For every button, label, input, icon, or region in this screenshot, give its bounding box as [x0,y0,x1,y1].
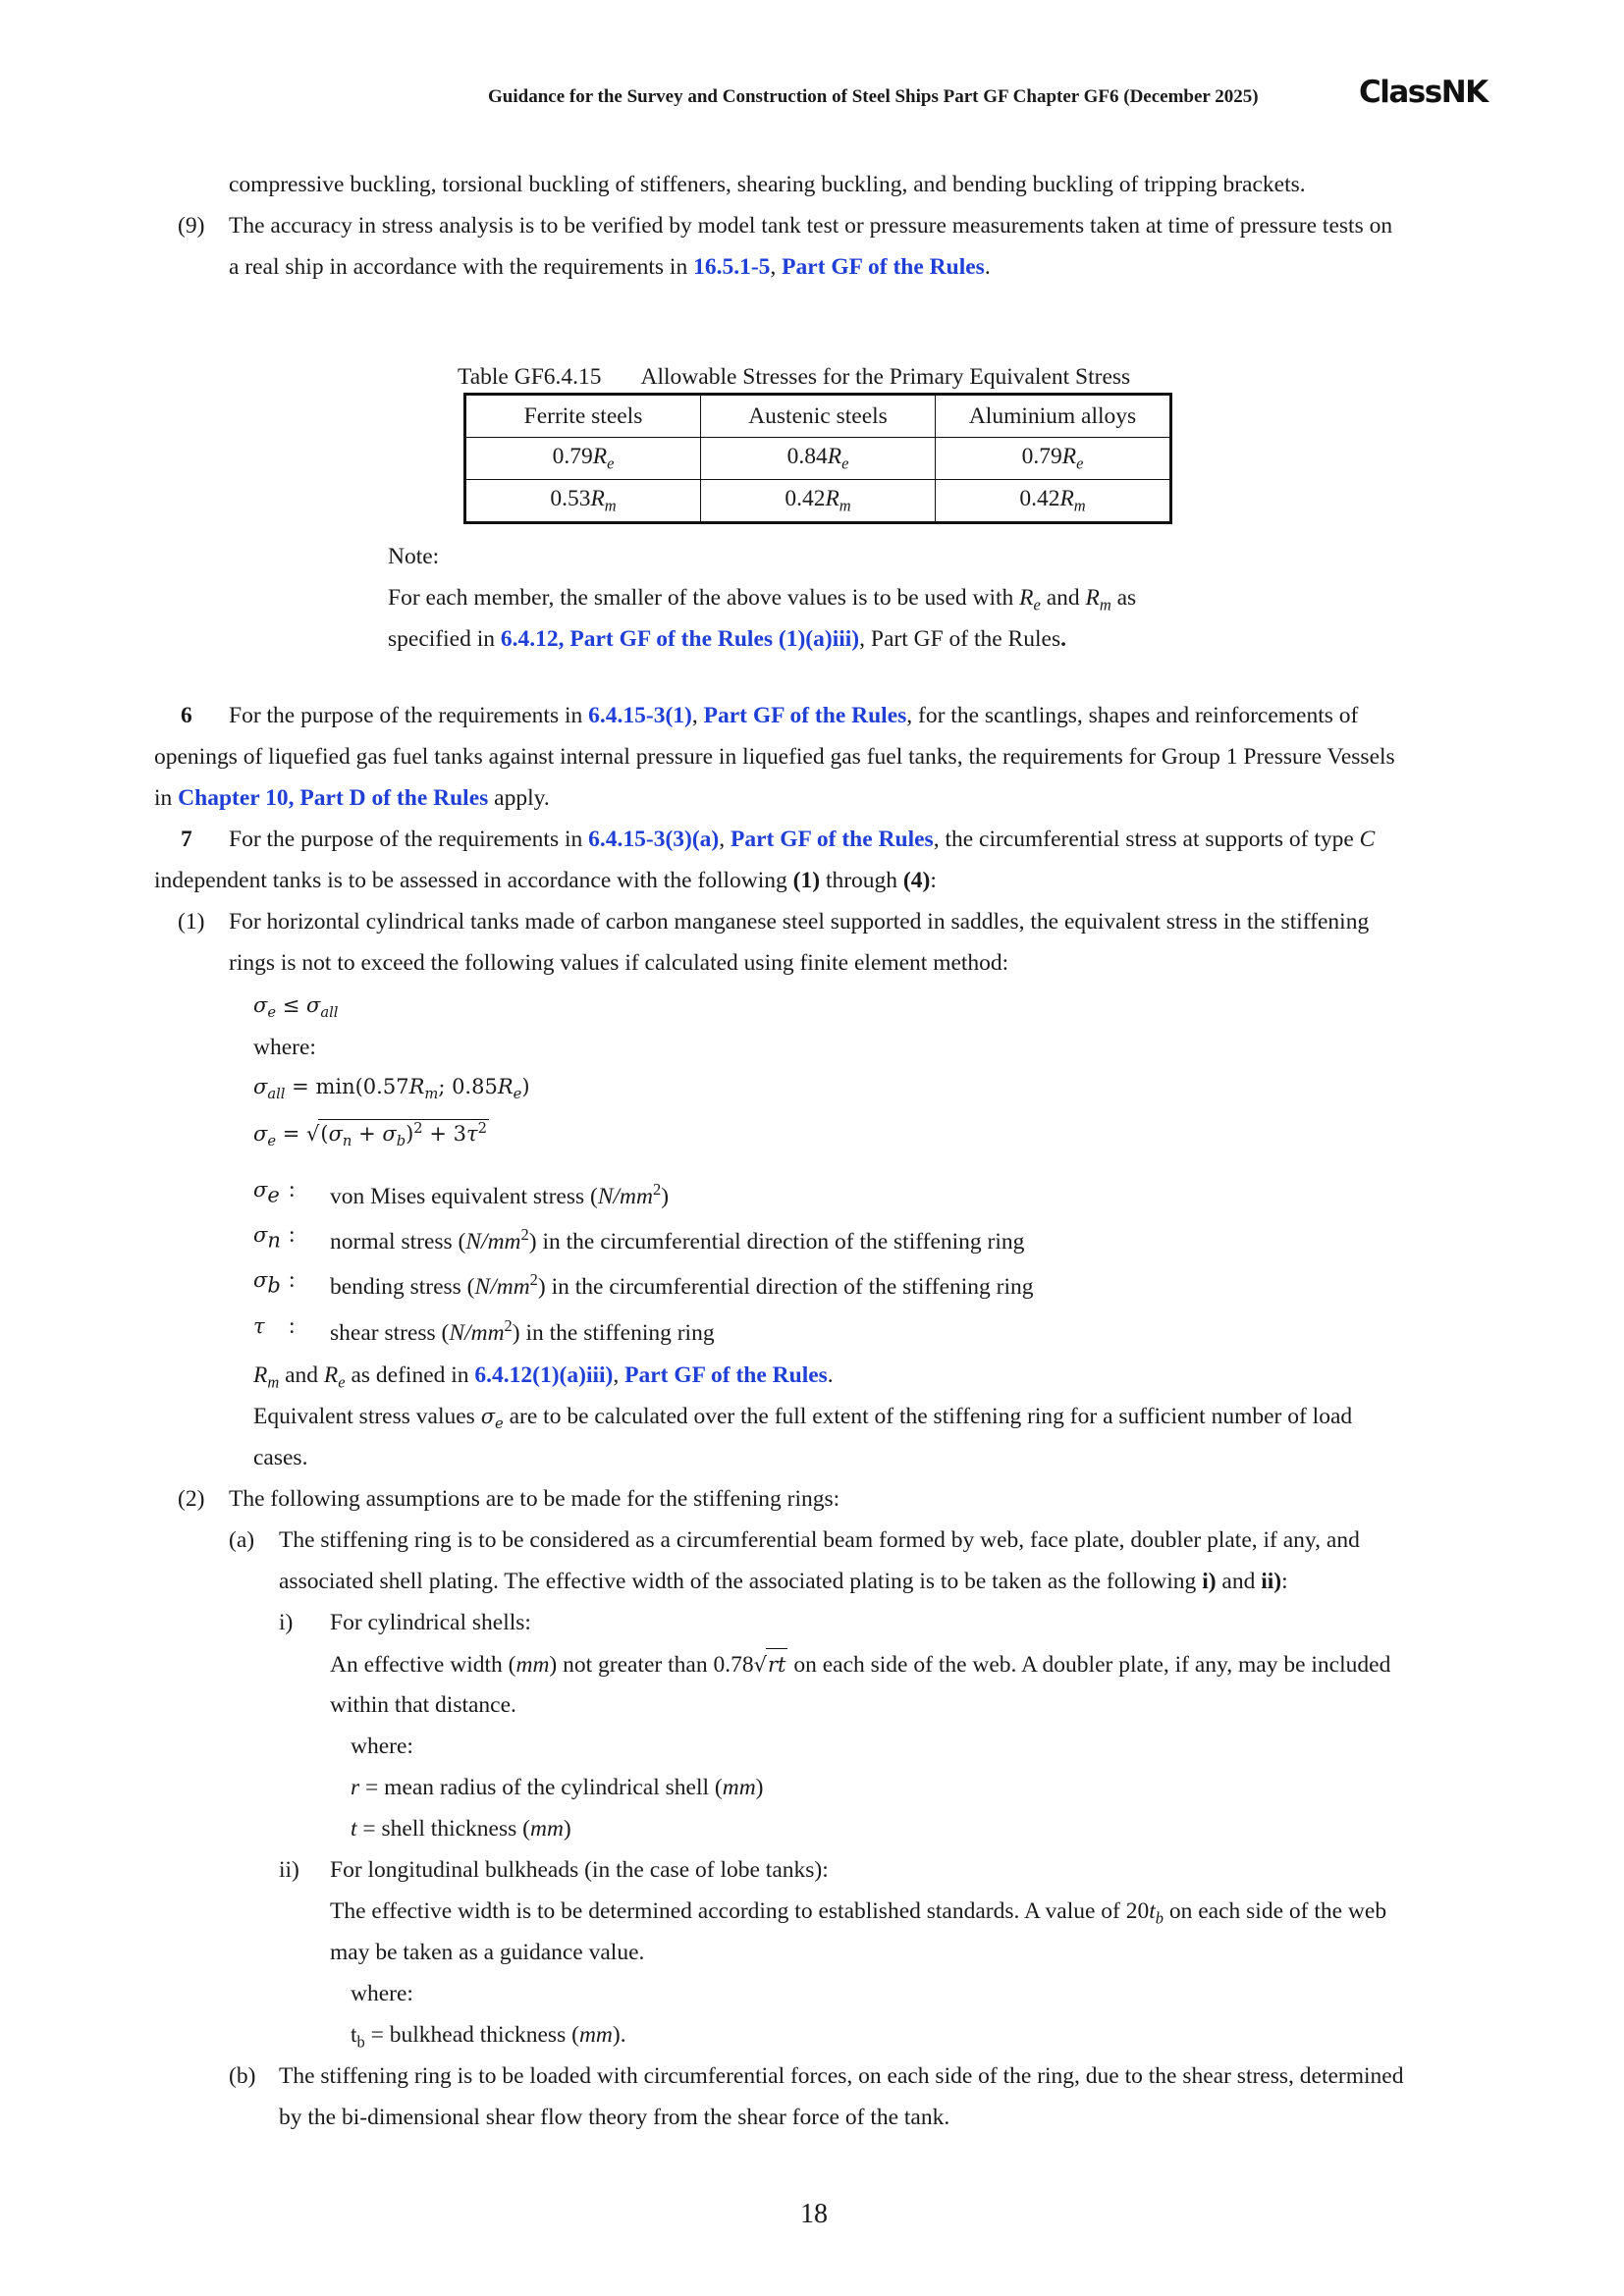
item-9-number: (9) [178,213,205,239]
item-i-line2: An effective width (mm) not greater than 0.78√rt on each side of the web. A doubler plate, if any, may be included [330,1648,1390,1681]
item-1-number: (1) [178,909,205,934]
link-16-5-1-5[interactable]: 16.5.1-5 [693,254,771,280]
paragraph-7-line1: For the purpose of the requirements in 6.4.15-3(3)(a), Part GF of the Rules, the circumferential stress at supports of type C [229,827,1376,852]
table-header-cell: Aluminium alloys [936,395,1171,438]
item-2a-line1: The stiffening ring is to be considered as a circumferential beam formed by web, face plate, doubler plate, if any, and [279,1527,1360,1553]
table-row [465,438,1171,480]
table-caption [458,361,1130,393]
paragraph-6-number: 6 [181,703,192,728]
table-cell: $0.84R_e$ [701,438,936,480]
item-i-t-def: t = shell thickness (mm) [351,1816,571,1842]
table-number: Table GF6.4.15 [458,364,602,390]
definition-sigma-e: $\sigma_e$ : von Mises equivalent stress $(N/mm^2)$ [253,1177,670,1209]
item-2a-line2: associated shell plating. The effective width of the associated plating is to be taken as the following i) and ii): [279,1569,1288,1594]
item-2b-line2: by the bi-dimensional shear flow theory from the shear force of the tank. [279,2105,950,2130]
definition-tau: τ : shear stress $(N/mm^2)$ in the stiffening ring [253,1313,715,1346]
item-ii-number: ii) [279,1857,299,1883]
where-label: where: [253,1035,316,1060]
rm-re-definition: $R_m$ and $R_e$ as defined in 6.4.12(1)(a)iii), Part GF of the Rules. [253,1362,834,1392]
link-chapter-10-part-d[interactable]: Chapter 10, Part D of the Rules [178,785,489,811]
link-part-gf-rules[interactable]: Part GF of the Rules [624,1362,828,1388]
table-note-label: Note: [388,544,440,569]
equation-allowable-stress: $\sigma_{all} = \min(0.57R_m$; $0.85R_e$) [253,1075,530,1103]
table-cell: $0.42R_m$ [936,480,1171,523]
link-6-4-15-3-1[interactable]: 6.4.15-3(1) [588,703,692,728]
table-cell: $0.42R_m$ [701,480,936,523]
table-header-cell: Austenic steels [701,395,936,438]
item-9-line2: a real ship in accordance with the requirements in 16.5.1-5, Part GF of the Rules. [229,254,991,280]
item-2b-number: (b) [229,2063,256,2089]
equation-von-mises: $\sigma_e = √(\sigma_n + \sigma_b)^2 + 3\tau^2$ [253,1120,487,1150]
definition-sigma-b: $\sigma_b$ : bending stress $(N/mm^2)$ in the circumferential direction of the stiffening ring [253,1267,1034,1300]
table-title: Allowable Stresses for the Primary Equivalent Stress [640,364,1131,390]
table-note-line2: specified in 6.4.12, Part GF of the Rules (1)(a)iii), Part GF of the Rules. [388,626,1066,652]
item-i-number: i) [279,1610,294,1635]
link-part-gf-rules[interactable]: Part GF of the Rules [703,703,907,728]
item-1-line2: rings is not to exceed the following values if calculated using finite element method: [229,950,1009,976]
link-6-4-12-1-a-iii[interactable]: 6.4.12(1)(a)iii) [474,1362,614,1388]
paragraph-7-number: 7 [181,827,192,852]
running-header: Guidance for the Survey and Construction of Steel Ships Part GF Chapter GF6 (December 2025) [488,86,1259,107]
table-row [465,480,1171,523]
link-6-4-15-3-3-a[interactable]: 6.4.15-3(3)(a) [588,827,720,852]
paragraph-7-line2: independent tanks is to be assessed in accordance with the following (1) through (4): [154,868,937,893]
item-ii-line2: The effective width is to be determined according to established standards. A value of $20t_b$ on each side of the web [330,1898,1387,1928]
paragraph-6-line1: For the purpose of the requirements in 6.4.15-3(1), Part GF of the Rules, for the scantlings, shapes and reinforcements of [229,703,1359,728]
page-number: 18 [800,2199,828,2229]
item-9-line1: The accuracy in stress analysis is to be verified by model tank test or pressure measurements taken at time of pressure tests on [229,213,1393,239]
item-i-line3: within that distance. [330,1692,516,1718]
item-ii-t-def: $t_b$ = bulkhead thickness (mm). [351,2022,626,2052]
item-2a-number: (a) [229,1527,255,1553]
definition-sigma-n: $\sigma_n$ : normal stress $(N/mm^2)$ in the circumferential direction of the stiffening ring [253,1222,1025,1255]
link-part-gf-rules[interactable]: Part GF of the Rules [782,254,985,280]
table-cell: $0.79R_e$ [936,438,1171,480]
item-2-line1: The following assumptions are to be made for the stiffening rings: [229,1486,840,1512]
table-cell: $0.53R_m$ [465,480,701,523]
item-i-where: where: [351,1734,413,1759]
link-6-4-12[interactable]: 6.4.12, Part GF of the Rules (1)(a)iii) [500,626,860,652]
equation-stress-limit: $\sigma_e \le \sigma_{all}$ [253,993,339,1022]
table-cell: $0.79R_e$ [465,438,701,480]
allowable-stress-table [463,393,1172,524]
item-2-number: (2) [178,1486,205,1512]
item-ii-line3: may be taken as a guidance value. [330,1940,645,1965]
table-header-cell: Ferrite steels [465,395,701,438]
item-1-line1: For horizontal cylindrical tanks made of carbon manganese steel supported in saddles, the equivalent stress in the stiffening [229,909,1370,934]
equivalent-stress-line1: Equivalent stress values $\sigma_e$ are to be calculated over the full extent of the stiffening ring for a sufficient number of load [253,1404,1353,1433]
item-ii-line1: For longitudinal bulkheads (in the case of lobe tanks): [330,1857,829,1883]
paragraph-6-line3: in Chapter 10, Part D of the Rules apply. [154,785,550,811]
table-header-row [465,395,1171,438]
item-2b-line1: The stiffening ring is to be loaded with circumferential forces, on each side of the ring, due to the shear stress, determined [279,2063,1404,2089]
item-i-r-def: r = mean radius of the cylindrical shell (mm) [351,1775,764,1800]
intro-line: compressive buckling, torsional buckling of stiffeners, shearing buckling, and bending buckling of tripping brackets. [229,172,1306,197]
item-ii-where: where: [351,1981,413,2006]
classnk-logo: ClassNK [1359,75,1488,110]
equivalent-stress-line2: cases. [253,1445,308,1470]
item-i-line1: For cylindrical shells: [330,1610,531,1635]
table-note-line1: For each member, the smaller of the above values is to be used with $R_e$ and $R_m$ as [388,585,1137,614]
paragraph-6-line2: openings of liquefied gas fuel tanks against internal pressure in liquefied gas fuel tanks, the requirements for Group 1 Pressure Vessels [154,744,1395,770]
link-part-gf-rules[interactable]: Part GF of the Rules [731,827,934,852]
